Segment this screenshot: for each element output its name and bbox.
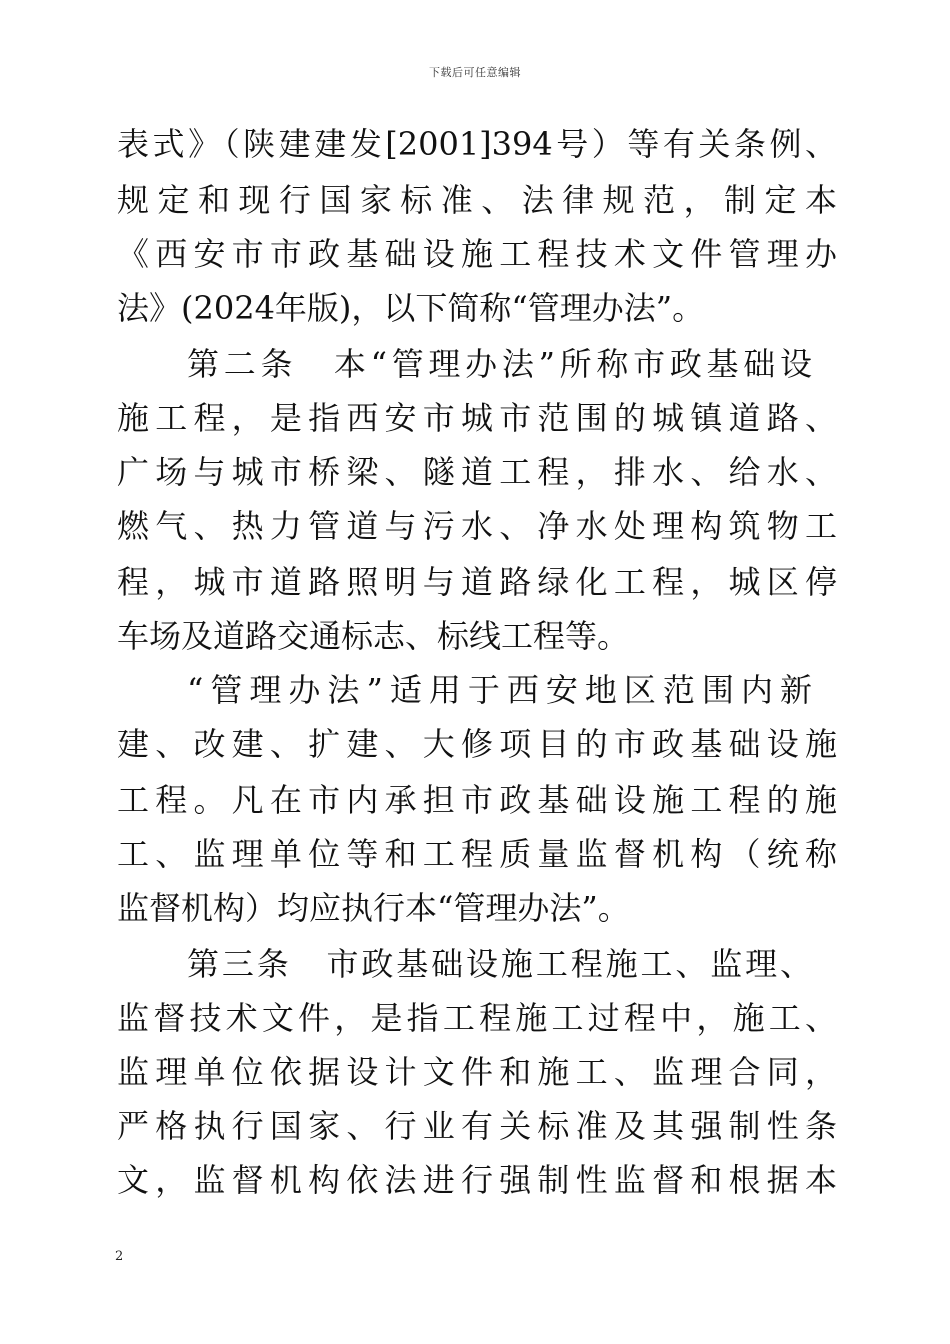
article-heading-line: 第三条 市政基础设施工程施工、监理、 — [187, 945, 812, 983]
body-line: 工、监理单位等和工程质量监督机构（统称 — [117, 835, 837, 873]
page-number: 2 — [115, 1249, 124, 1264]
paragraph-start-line: “管理办法”适用于西安地区范围内新 — [187, 671, 812, 709]
header-note: 下载后可任意编辑 — [429, 66, 521, 79]
body-line: 施工程，是指西安市城市范围的城镇道路、 — [117, 399, 837, 437]
article-heading-line: 第二条 本“管理办法”所称市政基础设 — [187, 345, 812, 383]
body-line: 法》(2024年版)，以下简称“管理办法”。 — [117, 289, 705, 327]
body-line: 监理单位依据设计文件和施工、监理合同， — [117, 1053, 837, 1091]
body-line: 车场及道路交通标志、标线工程等。 — [117, 617, 630, 655]
body-line: 建、改建、扩建、大修项目的市政基础设施 — [117, 725, 837, 763]
body-line: 工程。凡在市内承担市政基础设施工程的施 — [117, 781, 837, 819]
body-line: 广场与城市桥梁、隧道工程，排水、给水、 — [117, 453, 837, 491]
body-line: 程，城市道路照明与道路绿化工程，城区停 — [117, 563, 837, 601]
body-line: 严格执行国家、行业有关标准及其强制性条 — [117, 1107, 837, 1145]
body-line: 燃气、热力管道与污水、净水处理构筑物工 — [117, 507, 837, 545]
body-line: 文，监督机构依法进行强制性监督和根据本 — [117, 1161, 837, 1199]
body-line: 监督技术文件，是指工程施工过程中，施工、 — [117, 999, 837, 1037]
body-line: 监督机构）均应执行本“管理办法”。 — [117, 889, 630, 927]
body-line: 表式》（陕建建发[2001]394号）等有关条例、 — [117, 125, 837, 163]
body-line: 规定和现行国家标准、法律规范，制定本 — [117, 181, 837, 219]
body-line: 《西安市市政基础设施工程技术文件管理办 — [117, 235, 837, 273]
